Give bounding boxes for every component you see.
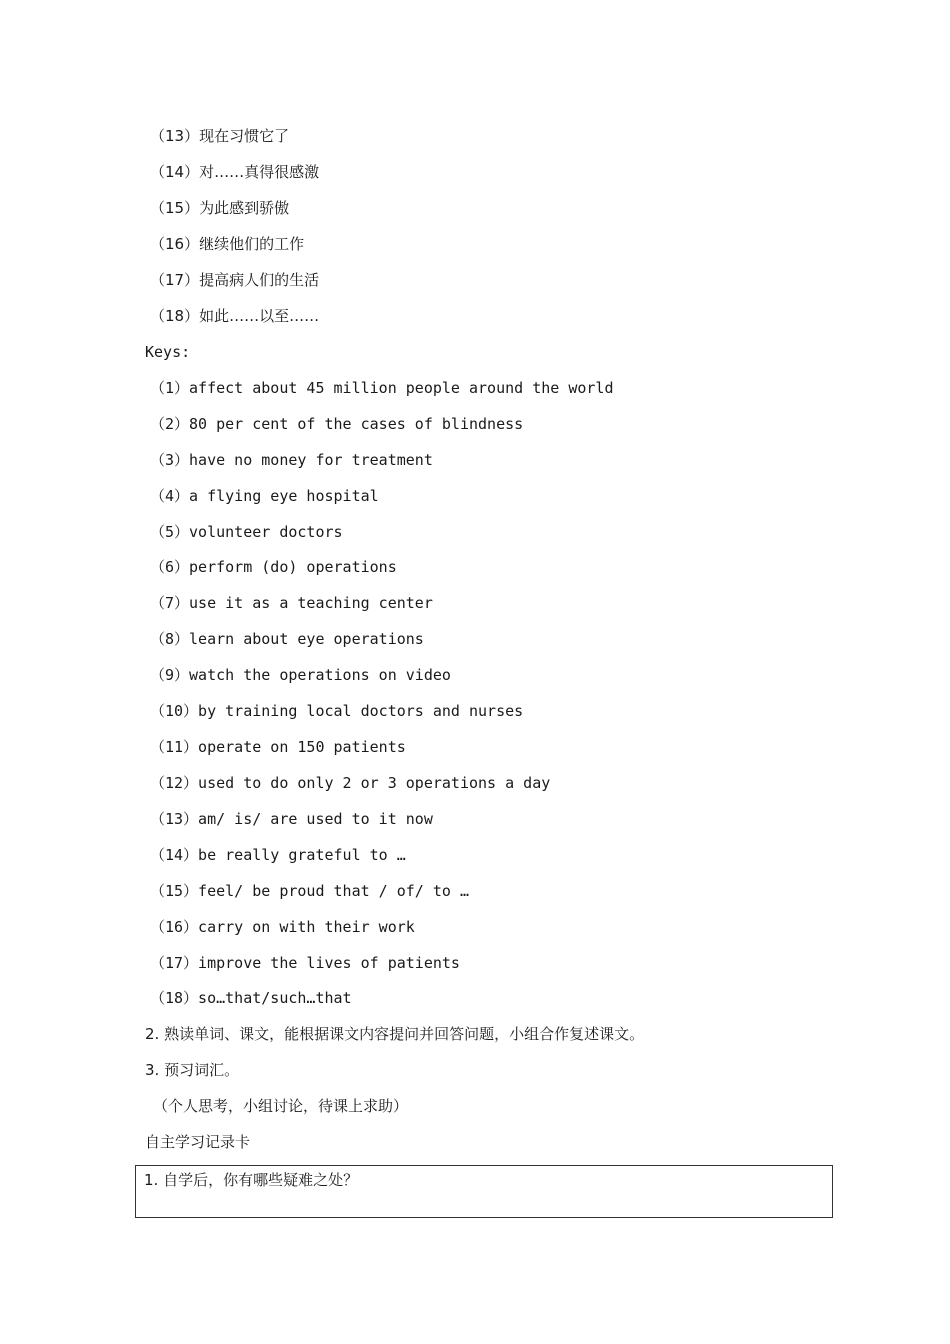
phrase-cn-13: （13）现在习惯它了: [150, 127, 290, 145]
record-card-question-1: 1. 自学后，你有哪些疑难之处？: [144, 1171, 359, 1189]
key-8: （8）learn about eye operations: [150, 630, 424, 648]
key-12: （12）used to do only 2 or 3 operations a day: [150, 774, 551, 792]
phrase-cn-14: （14）对……真得很感激: [150, 163, 320, 181]
key-4: （4）a flying eye hospital: [150, 487, 379, 505]
key-13: （13）am/ is/ are used to it now: [150, 810, 433, 828]
key-6: （6）perform (do) operations: [150, 558, 397, 576]
phrase-cn-17: （17）提高病人们的生活: [150, 271, 320, 289]
record-card-title: 自主学习记录卡: [145, 1133, 251, 1151]
key-11: （11）operate on 150 patients: [150, 738, 406, 756]
key-10: （10）by training local doctors and nurses: [150, 702, 524, 720]
task-note: （个人思考，小组讨论，待课上求助）: [153, 1097, 409, 1115]
task-2: 2. 熟读单词、课文，能根据课文内容提问并回答问题，小组合作复述课文。: [145, 1025, 645, 1043]
key-17: （17）improve the lives of patients: [150, 954, 460, 972]
keys-label: Keys:: [145, 343, 191, 361]
key-3: （3）have no money for treatment: [150, 451, 433, 469]
task-3: 3. 预习词汇。: [145, 1061, 240, 1079]
key-18: （18）so…that/such…that: [150, 989, 352, 1007]
phrase-cn-15: （15）为此感到骄傲: [150, 199, 290, 217]
key-5: （5）volunteer doctors: [150, 523, 343, 541]
key-9: （9）watch the operations on video: [150, 666, 451, 684]
key-15: （15）feel/ be proud that / of/ to …: [150, 882, 469, 900]
phrase-cn-18: （18）如此……以至……: [150, 307, 320, 325]
key-2: （2）80 per cent of the cases of blindness: [150, 415, 524, 433]
record-card-box: [135, 1165, 833, 1218]
key-14: （14）be really grateful to …: [150, 846, 406, 864]
key-1: （1）affect about 45 million people around the world: [150, 379, 614, 397]
phrase-cn-16: （16）继续他们的工作: [150, 235, 305, 253]
key-16: （16）carry on with their work: [150, 918, 415, 936]
key-7: （7）use it as a teaching center: [150, 594, 433, 612]
